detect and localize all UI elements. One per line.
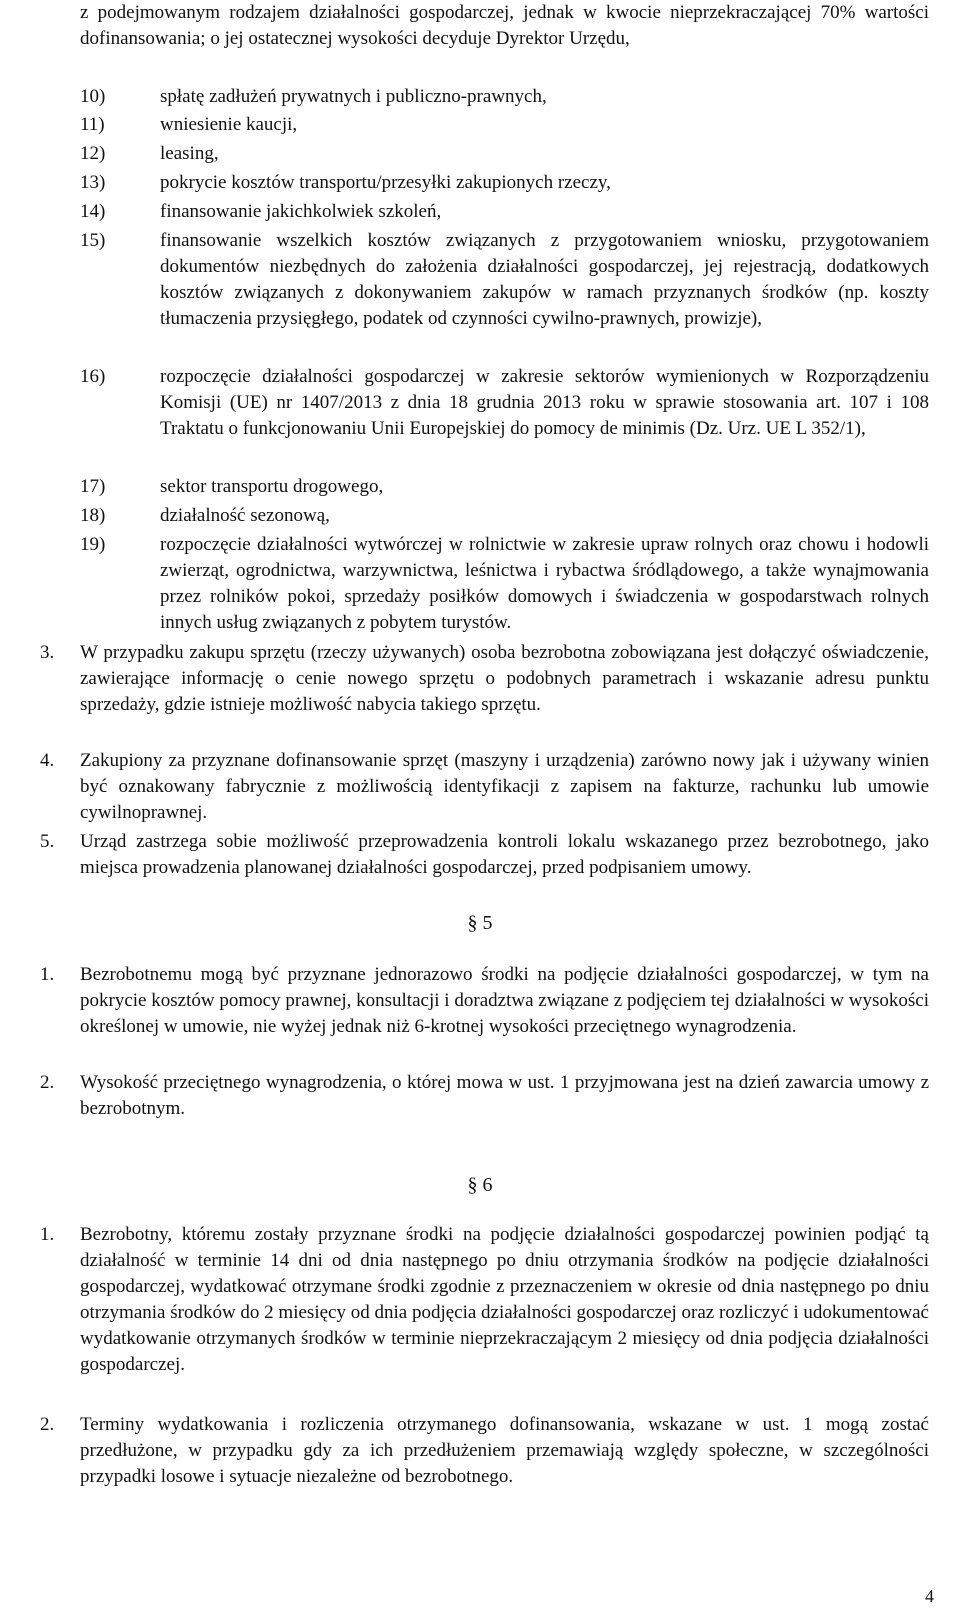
list-item-16 <box>80 364 929 442</box>
list-number: 12) <box>80 143 106 164</box>
list-number: 16) <box>80 366 106 387</box>
list-text: leasing, <box>160 143 219 164</box>
point-text: Terminy wydatkowania i rozliczenia otrzymanego dofinansowania, wskazane w ust. 1 mogą zostać przedłużone, w przypadku gdy za ich przedłużeniem przemawiają względy społeczne, w szczególności przypadki losowe i sytuacje niezależne od bezrobotnego. <box>80 1414 929 1487</box>
section-6-point-1 <box>40 1222 929 1378</box>
list-number: 19) <box>80 534 106 555</box>
list-item-11 <box>80 112 929 138</box>
list-text: spłatę zadłużeń prywatnych i publiczno-prawnych, <box>160 86 547 107</box>
list-number: 13) <box>80 172 106 193</box>
page-number: 4 <box>925 1586 934 1606</box>
point-5 <box>40 829 929 881</box>
point-3 <box>40 640 929 718</box>
list-text: sektor transportu drogowego, <box>160 476 384 497</box>
point-text: Bezrobotny, któremu zostały przyznane środki na podjęcie działalności gospodarczej powinien podjąć tą działalność w terminie 14 dni od dnia następnego po dniu otrzymania środków na podjęcie działalności gospodarczej, wydatkować otrzymane środki zgodnie z przeznaczeniem w okresie od dnia następnego po dniu otrzymania środków do 2 miesięcy od dnia podjęcia działalności gospodarczej oraz rozliczyć i udokumentować wydatkowanie otrzymanych środków w terminie nieprzekraczającym 2 miesięcy od dnia podjęcia działalności gospodarczej. <box>80 1224 929 1375</box>
list-number: 14) <box>80 201 106 222</box>
point-text: Urząd zastrzega sobie możliwość przeprowadzenia kontroli lokalu wskazanego przez bezrobotnego, jako miejsca prowadzenia planowanej działalności gospodarczej, przed podpisaniem umowy. <box>80 831 929 878</box>
list-number: 15) <box>80 230 106 251</box>
point-text: W przypadku zakupu sprzętu (rzeczy używanych) osoba bezrobotna zobowiązana jest dołączyć oświadczenie, zawierające informację o cenie nowego sprzętu o podobnych parametrach i wskazanie adresu punktu sprzedaży, gdzie istnieje możliwość nabycia takiego sprzętu. <box>80 642 929 715</box>
point-text: Zakupiony za przyznane dofinansowanie sprzęt (maszyny i urządzenia) zarówno nowy jak i używany winien być oznakowany fabrycznie z możliwością identyfikacji z zapisem na fakturze, rachunku lub umowie cywilnoprawnej. <box>80 750 929 823</box>
list-text: finansowanie wszelkich kosztów związanych z przygotowaniem wniosku, przygotowaniem dokumentów niezbędnych do założenia działalności gospodarczej, jej rejestracją, dodatkowych kosztów związanych z dokonywaniem zakupów w ramach przyznanych środków (np. koszty tłumaczenia przysięgłego, podatek od czynności cywilno-prawnych, prowizje), <box>160 230 929 329</box>
section-5-point-1 <box>40 962 929 1040</box>
point-number: 1. <box>40 1224 55 1245</box>
point-number: 5. <box>40 831 55 852</box>
intro-text: z podejmowanym rodzajem działalności gospodarczej, jednak w kwocie nieprzekraczającej 70% wartości dofinansowania; o jej ostatecznej wysokości decyduje Dyrektor Urzędu, <box>80 2 929 49</box>
point-number: 4. <box>40 750 55 771</box>
point-number: 3. <box>40 642 55 663</box>
list-item-10 <box>80 84 929 110</box>
point-number: 2. <box>40 1414 55 1435</box>
list-text: finansowanie jakichkolwiek szkoleń, <box>160 201 442 222</box>
list-item-15 <box>80 228 929 332</box>
section-5-heading: § 5 <box>467 912 493 934</box>
list-text: rozpoczęcie działalności gospodarczej w zakresie sektorów wymienionych w Rozporządzeniu Komisji (UE) nr 1407/2013 z dnia 18 grudnia 2013 roku w sprawie stosowania art. 107 i 108 Traktatu o funkcjonowaniu Unii Europejskiej do pomocy de minimis (Dz. Urz. UE L 352/1), <box>160 366 929 439</box>
list-number: 18) <box>80 505 106 526</box>
list-item-19 <box>80 532 929 636</box>
point-number: 1. <box>40 964 55 985</box>
section-6-point-2 <box>40 1412 929 1490</box>
list-text: wniesienie kaucji, <box>160 114 298 135</box>
point-text: Bezrobotnemu mogą być przyznane jednorazowo środki na podjęcie działalności gospodarczej, w tym na pokrycie kosztów pomocy prawnej, konsultacji i doradztwa związane z podjęciem tej działalności w wysokości określonej w umowie, nie wyżej jednak niż 6-krotnej wysokości przeciętnego wynagrodzenia. <box>80 964 929 1037</box>
list-text: pokrycie kosztów transportu/przesyłki zakupionych rzeczy, <box>160 172 611 193</box>
list-item-14 <box>80 199 929 225</box>
list-number: 10) <box>80 86 106 107</box>
point-number: 2. <box>40 1072 55 1093</box>
list-item-18 <box>80 503 929 529</box>
section-6-heading: § 6 <box>467 1174 493 1196</box>
point-text: Wysokość przeciętnego wynagrodzenia, o której mowa w ust. 1 przyjmowana jest na dzień zawarcia umowy z bezrobotnym. <box>80 1072 929 1119</box>
point-4 <box>40 748 929 826</box>
list-number: 11) <box>80 114 105 135</box>
list-number: 17) <box>80 476 106 497</box>
list-text: rozpoczęcie działalności wytwórczej w rolnictwie w zakresie upraw rolnych oraz chowu i hodowli zwierząt, ogrodnictwa, warzywnictwa, leśnictwa i rybactwa śródlądowego, a także wynajmowania przez rolników pokoi, sprzedaży posiłków domowych i świadczenia w gospodarstwach rolnych innych usług związanych z pobytem turystów. <box>160 534 929 633</box>
list-item-17 <box>80 474 929 500</box>
section-5-point-2 <box>40 1070 929 1122</box>
list-item-12 <box>80 141 929 167</box>
list-text: działalność sezonową, <box>160 505 330 526</box>
intro-paragraph <box>80 0 929 52</box>
list-item-13 <box>80 170 929 196</box>
